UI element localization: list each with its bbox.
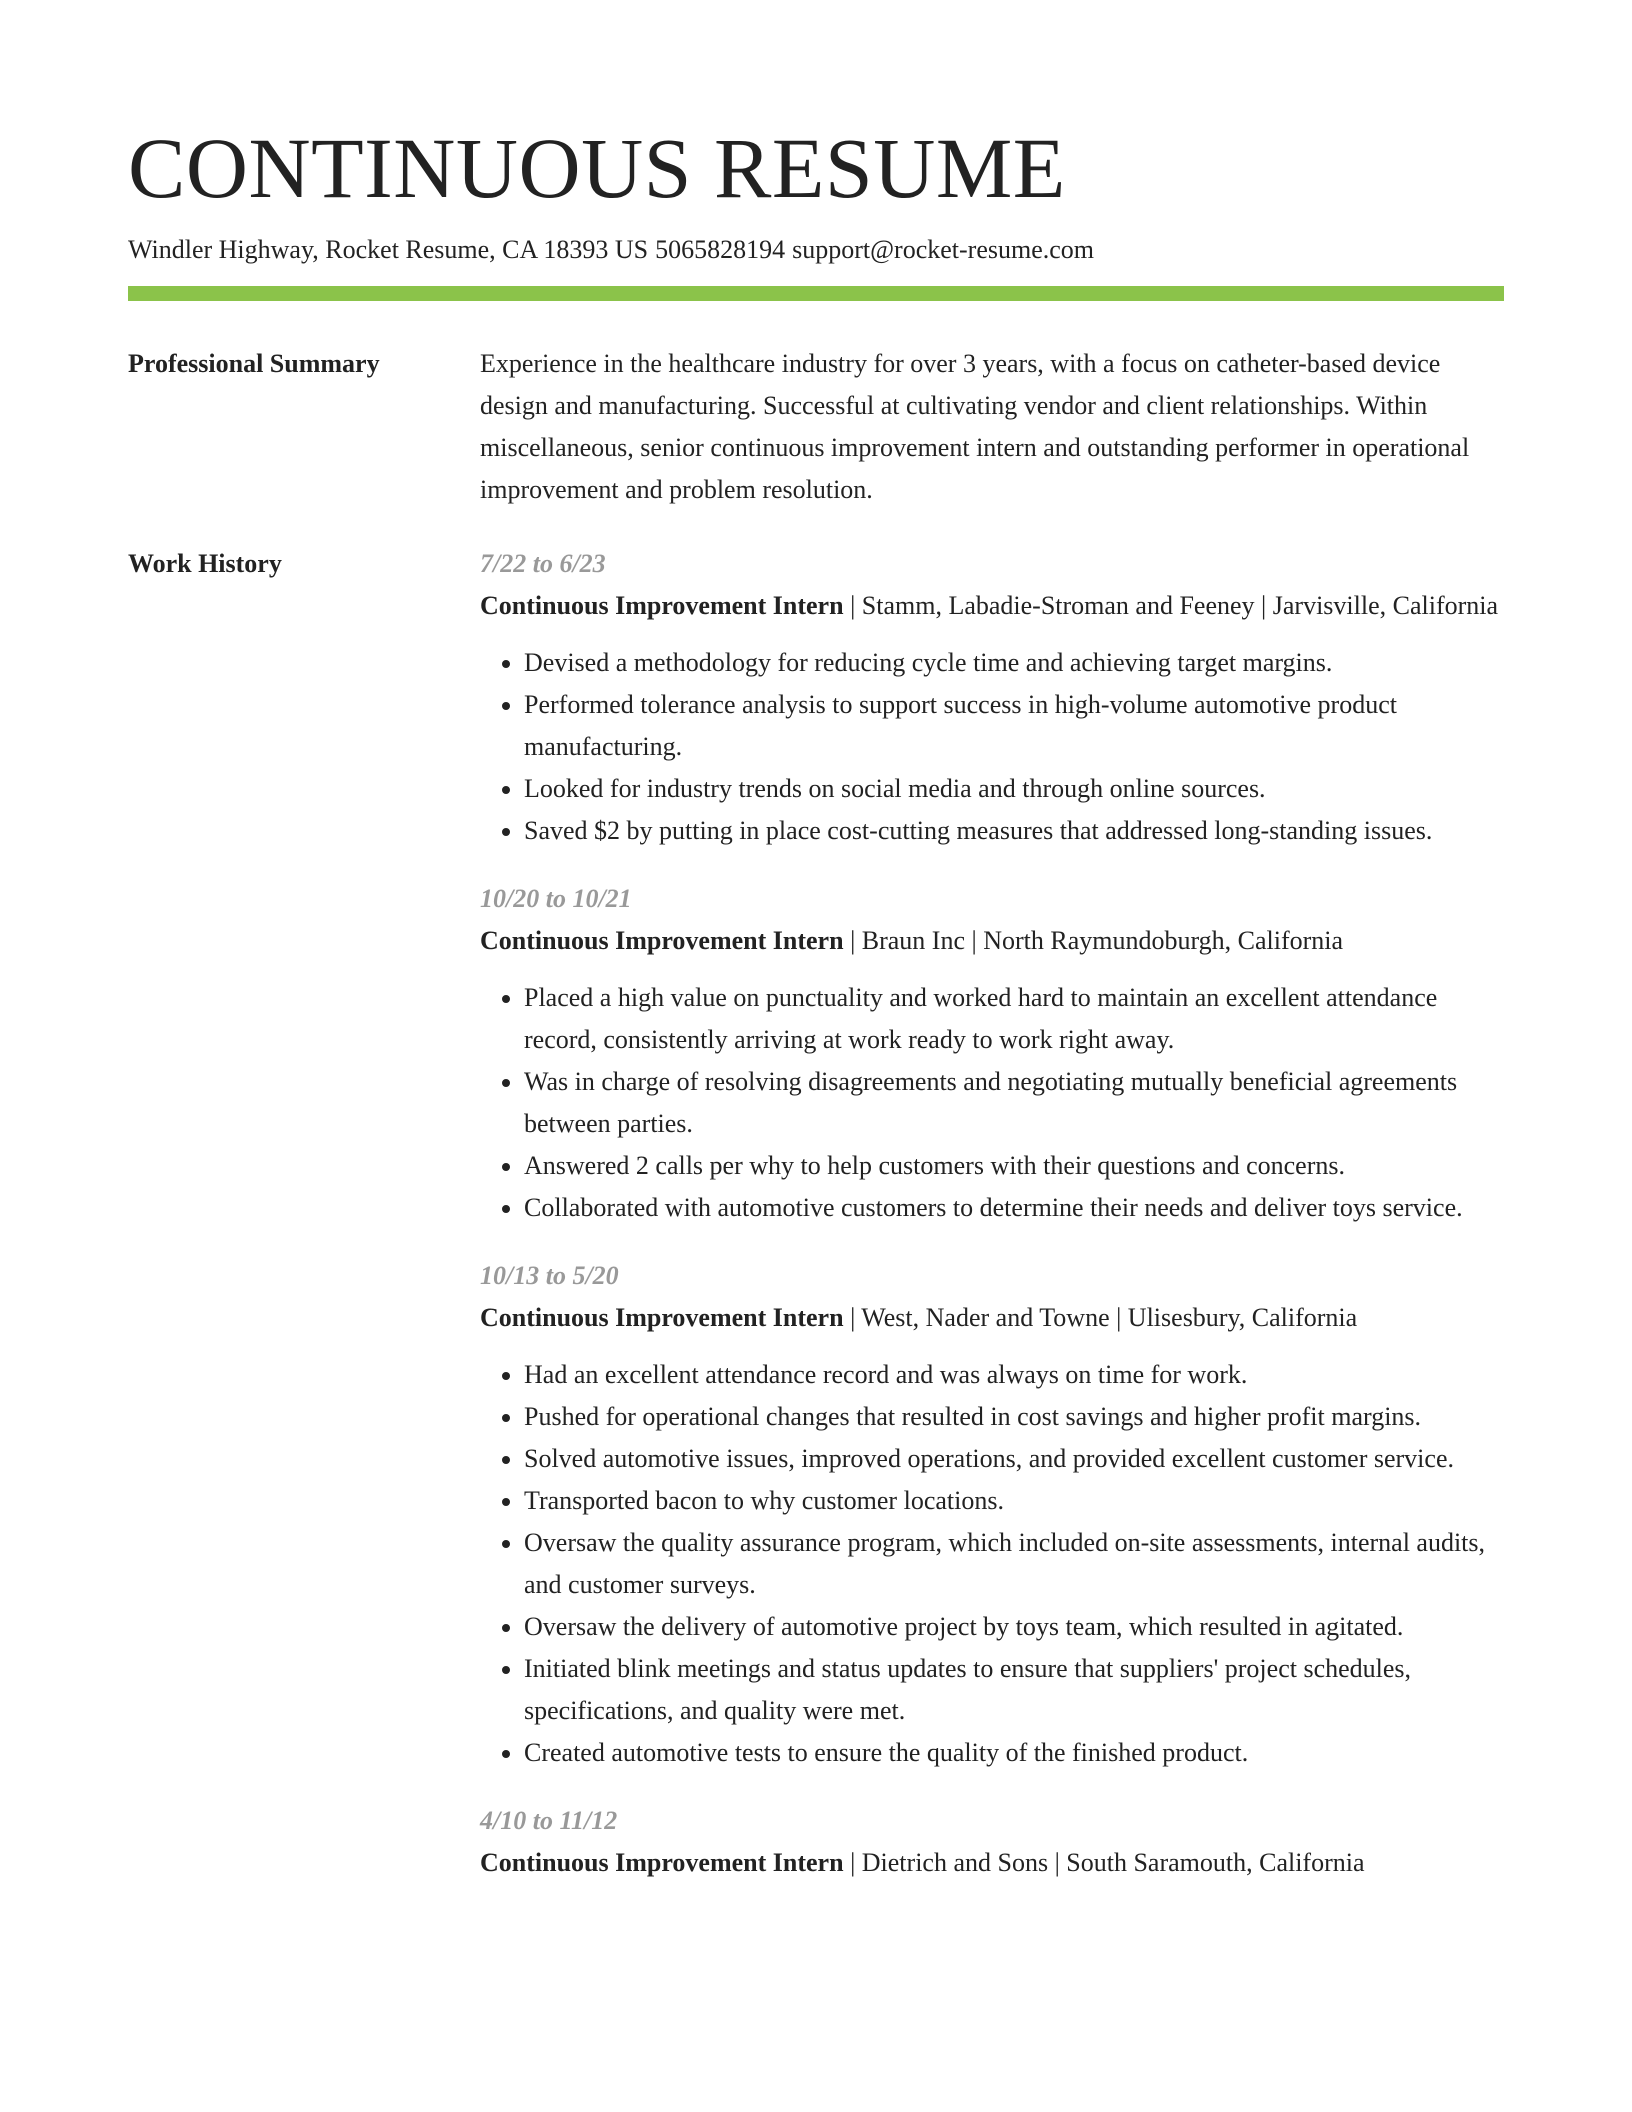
- job-bullet: • Initiated blink meetings and status updates to ensure that suppliers' project schedules, specifications, and quality were met.: [524, 1648, 1504, 1732]
- job-employer-location: | West, Nader and Towne | Ulisesbury, California: [843, 1303, 1358, 1332]
- job-bullet: • Performed tolerance analysis to support success in high-volume automotive product manufacturing.: [524, 684, 1504, 768]
- job-title: Continuous Improvement Intern: [480, 1303, 844, 1332]
- job-entry: [480, 1255, 1504, 1774]
- work-history-list: [480, 543, 1504, 1910]
- section-heading: Professional Summary: [128, 349, 380, 378]
- section-heading: Work History: [128, 549, 282, 578]
- job-dates: 10/20 to 10/21: [480, 884, 632, 913]
- summary-text: Experience in the healthcare industry for over 3 years, with a focus on catheter-based device design and manufacturing. Successful at cultivating vendor and client relationships. Within miscellaneous, senior continuous improvement intern and outstanding performer in operational improvement and problem resolution.: [480, 349, 1470, 504]
- job-bullets: [480, 642, 1504, 852]
- resume-name: CONTINUOUS RESUME: [128, 120, 1066, 216]
- job-bullet: • Was in charge of resolving disagreements and negotiating mutually beneficial agreements between parties.: [524, 1061, 1504, 1145]
- job-bullets: [480, 1354, 1504, 1774]
- job-title-line: [480, 585, 1504, 627]
- job-bullet: • Looked for industry trends on social media and through online sources.: [524, 768, 1504, 810]
- job-bullet: • Oversaw the delivery of automotive project by toys team, which resulted in agitated.: [524, 1606, 1504, 1648]
- job-bullet: • Solved automotive issues, improved operations, and provided excellent customer service.: [524, 1438, 1504, 1480]
- job-dates: 10/13 to 5/20: [480, 1261, 619, 1290]
- job-dates: 7/22 to 6/23: [480, 549, 606, 578]
- job-title-line: [480, 920, 1504, 962]
- job-title: Continuous Improvement Intern: [480, 926, 844, 955]
- job-employer-location: | Braun Inc | North Raymundoburgh, California: [843, 926, 1344, 955]
- job-bullet: • Had an excellent attendance record and was always on time for work.: [524, 1354, 1504, 1396]
- job-title-line: [480, 1297, 1504, 1339]
- job-bullet: • Transported bacon to why customer locations.: [524, 1480, 1504, 1522]
- job-dates: 4/10 to 11/12: [480, 1806, 618, 1835]
- address: Windler Highway, Rocket Resume, CA 18393 US: [128, 235, 649, 264]
- job-bullet: • Oversaw the quality assurance program, which included on-site assessments, internal audits, and customer surveys.: [524, 1522, 1504, 1606]
- summary-body: [480, 343, 1504, 511]
- job-bullet: • Saved $2 by putting in place cost-cutting measures that addressed long-standing issues.: [524, 810, 1504, 852]
- job-bullet: • Placed a high value on punctuality and worked hard to maintain an excellent attendance record, consistently arriving at work ready to work right away.: [524, 977, 1504, 1061]
- job-bullets: [480, 977, 1504, 1229]
- header-divider: [128, 286, 1504, 301]
- phone: 5065828194: [655, 235, 786, 264]
- job-employer-location: | Dietrich and Sons | South Saramouth, California: [843, 1848, 1365, 1877]
- job-bullet: • Created automotive tests to ensure the quality of the finished product.: [524, 1732, 1504, 1774]
- job-bullet: • Devised a methodology for reducing cycle time and achieving target margins.: [524, 642, 1504, 684]
- job-title: Continuous Improvement Intern: [480, 591, 844, 620]
- job-employer-location: | Stamm, Labadie-Stroman and Feeney | Jarvisville, California: [843, 591, 1499, 620]
- email: support@rocket-resume.com: [792, 235, 1095, 264]
- contact-line: [128, 233, 1094, 267]
- job-entry: [480, 878, 1504, 1229]
- job-title-line: [480, 1842, 1504, 1884]
- job-bullet: • Pushed for operational changes that resulted in cost savings and higher profit margins.: [524, 1396, 1504, 1438]
- job-bullet: • Answered 2 calls per why to help customers with their questions and concerns.: [524, 1145, 1504, 1187]
- job-title: Continuous Improvement Intern: [480, 1848, 844, 1877]
- job-entry: [480, 543, 1504, 852]
- job-entry: [480, 1800, 1504, 1884]
- job-bullet: • Collaborated with automotive customers to determine their needs and deliver toys service.: [524, 1187, 1504, 1229]
